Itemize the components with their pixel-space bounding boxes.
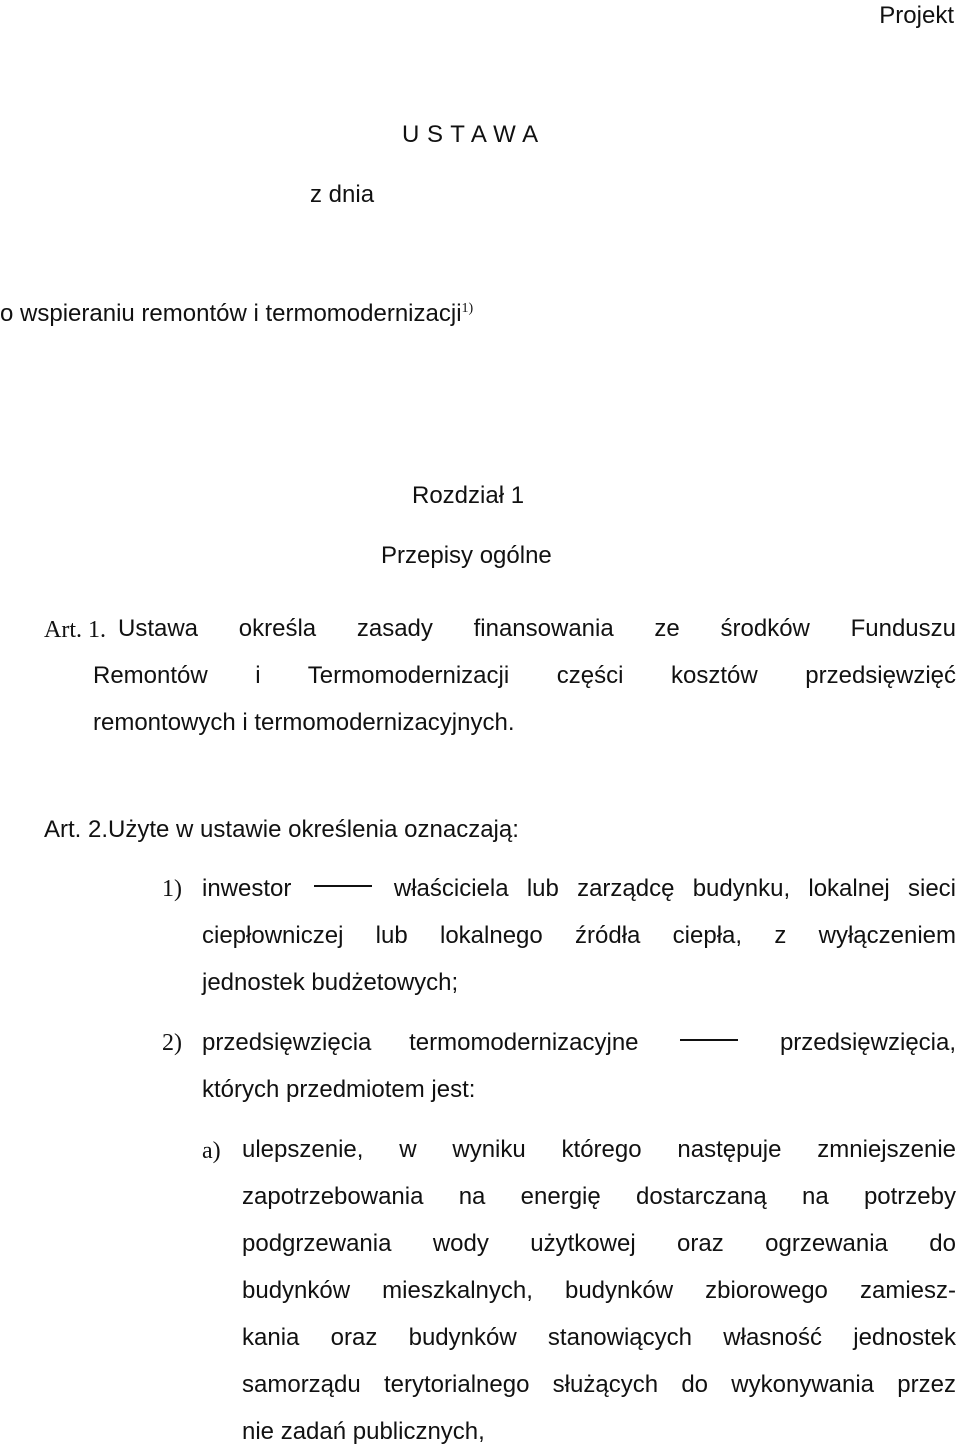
act-subject-text: o wspieraniu remontów i termomodernizacji <box>0 300 462 327</box>
item2-line1 <box>202 1019 956 1066</box>
item1-def-end: jednostek budżetowych; <box>202 969 459 996</box>
art1-text-last <box>93 699 956 746</box>
subitem-a-last <box>242 1408 956 1455</box>
subitem-a-line: podgrzewania wody użytkowej oraz ogrzewania do <box>242 1230 956 1257</box>
art2-intro: Użyte w ustawie określenia oznaczają: <box>108 816 519 843</box>
item2-term: przedsięwzięcia termomodernizacyjne <box>202 1029 639 1056</box>
subitem-a-line: ulepszenie, w wyniku którego następuje zmniejszenie <box>242 1136 956 1163</box>
em-dash <box>314 885 372 887</box>
em-dash <box>680 1039 738 1041</box>
art1-label <box>44 616 106 644</box>
subitem-a-number: a) <box>202 1138 221 1164</box>
item1-line1 <box>202 865 956 912</box>
item1-line2 <box>202 912 956 959</box>
subitem-a-line: nie zadań publicznych, <box>242 1418 485 1445</box>
item2-def: przedsięwzięcia, <box>779 1029 957 1056</box>
subitem-a-line: samorządu terytorialnego służących do wykonywania przez <box>242 1371 956 1398</box>
art1-line: remontowych i termomodernizacyjnych. <box>93 709 515 736</box>
art1-line: Ustawa określa zasady finansowania ze środków Funduszu <box>118 615 956 642</box>
subitem-a-text <box>242 1126 956 1408</box>
chapter-name: Przepisy ogólne <box>381 542 552 569</box>
chapter-label: Rozdział 1 <box>412 482 525 509</box>
item1-term: inwestor <box>202 875 292 902</box>
item2-number: 2) <box>162 1030 182 1056</box>
art2-label: Art. 2. <box>44 816 109 843</box>
art1-line: Remontów i Termomodernizacji części kosztów przedsięwzięć <box>93 662 956 689</box>
art1-label-text: Art. 1. <box>44 617 106 643</box>
art1-text <box>118 605 956 652</box>
act-subject <box>0 300 473 328</box>
item1-def: właściciela lub zarządcę budynku, lokalnej sieci <box>393 875 957 902</box>
footnote-ref: 1) <box>461 301 474 316</box>
act-title: U S T A W A <box>402 121 539 148</box>
item1-line3 <box>202 959 956 1006</box>
subitem-a-line: budynków mieszkalnych, budynków zbiorowego zamiesz- <box>242 1277 956 1304</box>
art2-header <box>44 816 519 844</box>
item1-number: 1) <box>162 876 182 902</box>
item2-line2 <box>202 1066 956 1113</box>
subitem-a-line: kania oraz budynków stanowiących własność jednostek <box>242 1324 956 1351</box>
item1-def-cont: ciepłowniczej lub lokalnego źródła ciepła, z wyłączeniem <box>202 922 956 949</box>
project-label: Projekt <box>879 2 954 29</box>
art1-text-cont <box>93 652 956 699</box>
subitem-a-line: zapotrzebowania na energię dostarczaną na potrzeby <box>242 1183 956 1210</box>
item2-def-cont: których przedmiotem jest: <box>202 1076 476 1103</box>
act-date: z dnia <box>310 181 375 208</box>
